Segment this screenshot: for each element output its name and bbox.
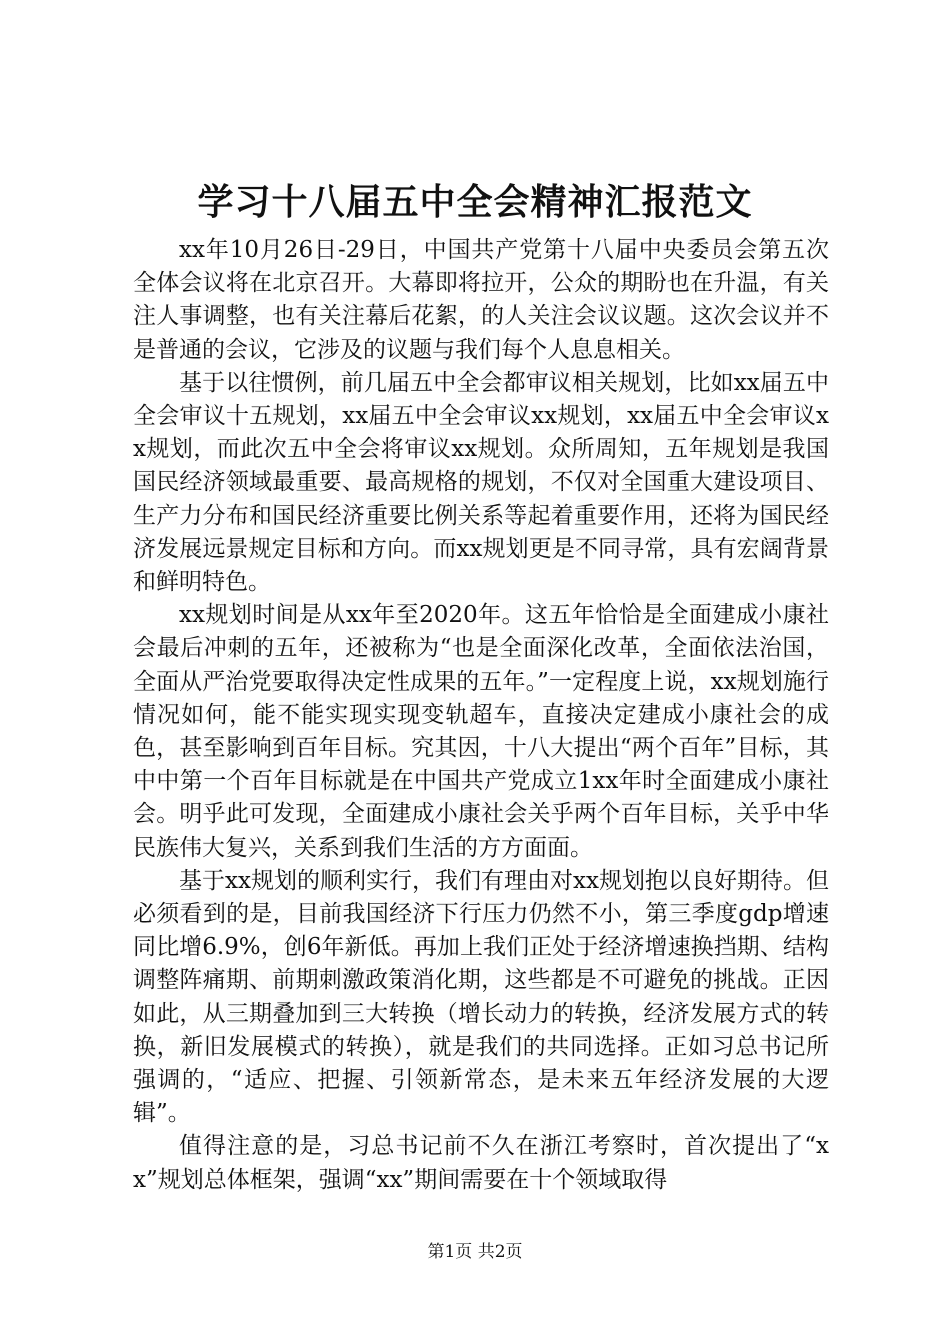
paragraph: 基于xx规划的顺利实行，我们有理由对xx规划抱以良好期待。但必须看到的是，目前我国经济下行压力仍然不小，第三季度gdp增速同比增6.9%，创6年新低。再加上我们正处于经济增速换挡期、结构调整阵痛期、前期刺激政策消化期，这些都是不可避免的挑战。正因如此，从三期叠加到三大转换（增长动力的转换，经济发展方式的转换，新旧发展模式的转换），就是我们的共同选择。正如习总书记所强调的，“适应、把握、引领新常态，是未来五年经济发展的大逻辑”。 — [133, 867, 829, 1127]
paragraph: 值得注意的是，习总书记前不久在浙江考察时，首次提出了“xx”规划总体框架，强调“xx”期间需要在十个领域取得 — [133, 1133, 829, 1193]
paragraph: xx年10月26日-29日，中国共产党第十八届中央委员会第五次全体会议将在北京召开。大幕即将拉开，公众的期盼也在升温，有关注人事调整，也有关注幕后花絮，的人关注会议议题。这次会议并不是普通的会议，它涉及的议题与我们每个人息息相关。 — [133, 237, 829, 363]
document-body — [133, 234, 829, 1197]
page-footer: 第1页 共2页 — [427, 1242, 523, 1262]
paragraph: xx规划时间是从xx年至2020年。这五年恰恰是全面建成小康社会最后冲刺的五年，还被称为“也是全面深化改革，全面依法治国，全面从严治党要取得决定性成果的五年。”一定程度上说，xx规划施行情况如何，能不能实现实现变轨超车，直接决定建成小康社会的成色，甚至影响到百年目标。究其因，十八大提出“两个百年”目标，其中中第一个百年目标就是在中国共产党成立1xx年时全面建成小康社会。明乎此可发现，全面建成小康社会关乎两个百年目标，关乎中华民族伟大复兴，关系到我们生活的方方面面。 — [133, 602, 829, 861]
paragraph: 基于以往惯例，前几届五中全会都审议相关规划，比如xx届五中全会审议十五规划，xx届五中全会审议xx规划，xx届五中全会审议xx规划，而此次五中全会将审议xx规划。众所周知，五年规划是我国国民经济领域最重要、最高规格的规划，不仅对全国重大建设项目、生产力分布和国民经济重要比例关系等起着重要作用，还将为国民经济发展远景规定目标和方向。而xx规划更是不同寻常，具有宏阔背景和鲜明特色。 — [133, 369, 829, 596]
document-title: 学习十八届五中全会精神汇报范文 — [197, 181, 753, 223]
